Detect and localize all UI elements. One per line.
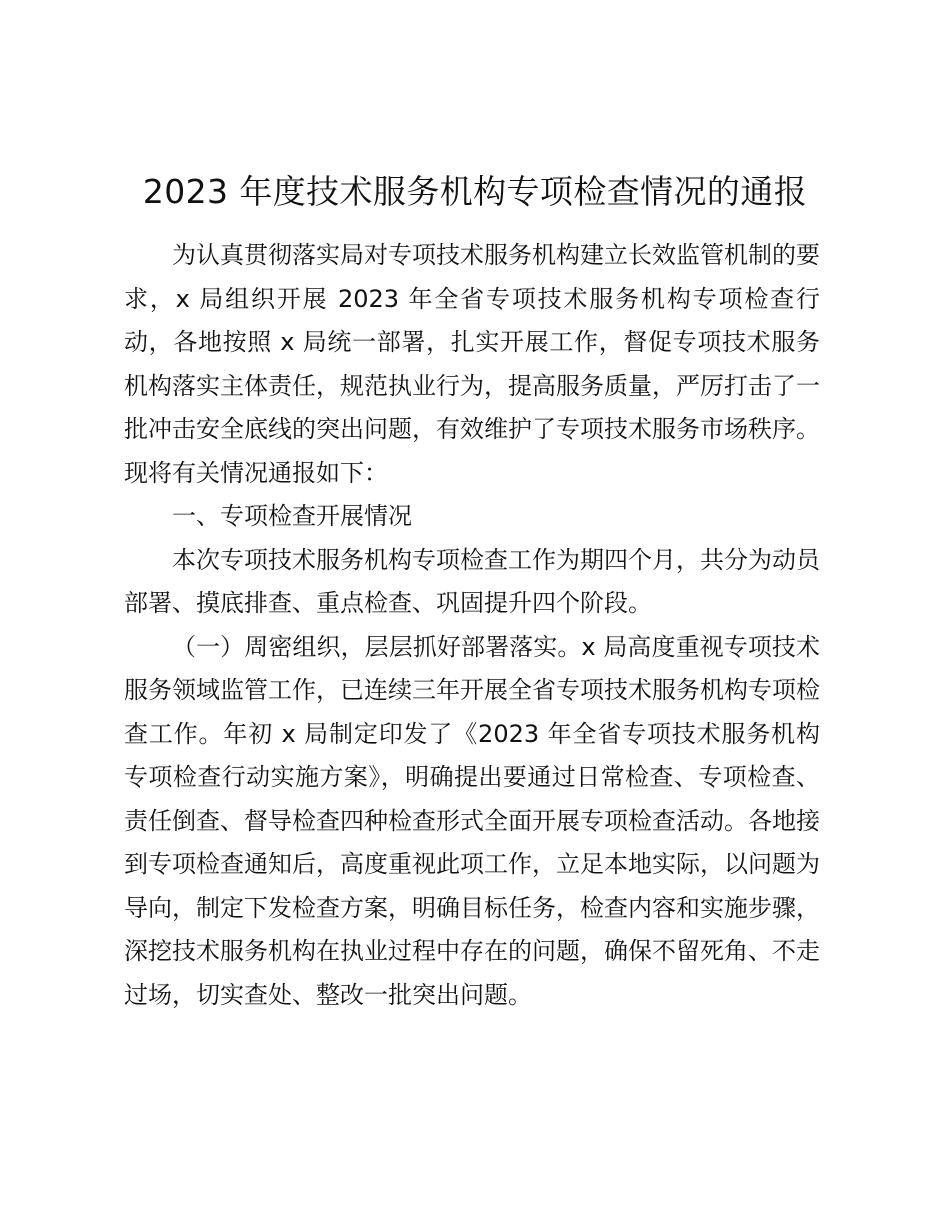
subsection-paragraph: （一）周密组织，层层抓好部署落实。x 局高度重视专项技术服务领域监管工作，已连续三年开展全省专项技术服务机构专项检查工作。年初 x 局制定印发了《2023 年全省专项技术服务机构专项检查行动实施方案》，明确提出要通过日常检查、专项检查、责任倒查、督导检查四种检查形式全面开展专项检查活动。各地接到专项检查通知后，高度重视此项工作，立足本地实际，以问题为导向，制定下发检查方案，明确目标任务，检查内容和实施步骤，深挖技术服务机构在执业过程中存在的问题，确保不留死角、不走过场，切实查处、整改一批突出问题。 [124,632,820,1009]
overview-paragraph: 本次专项技术服务机构专项检查工作为期四个月，共分为动员部署、摸底排查、重点检查、巩固提升四个阶段。 [124,545,820,617]
document-body [124,234,820,1017]
intro-paragraph: 为认真贯彻落实局对专项技术服务机构建立长效监管机制的要求，x 局组织开展 2023 年全省专项技术服务机构专项检查行动，各地按照 x 局统一部署，扎实开展工作，督促专项技术服务机构落实主体责任，规范执业行为，提高服务质量，严厉打击了一批冲击安全底线的突出问题，有效维护了专项技术服务市场秩序。现将有关情况通报如下： [124,241,820,487]
document-title: 2023 年度技术服务机构专项检查情况的通报 [142,172,808,211]
section-heading: 一、专项检查开展情况 [172,502,412,530]
